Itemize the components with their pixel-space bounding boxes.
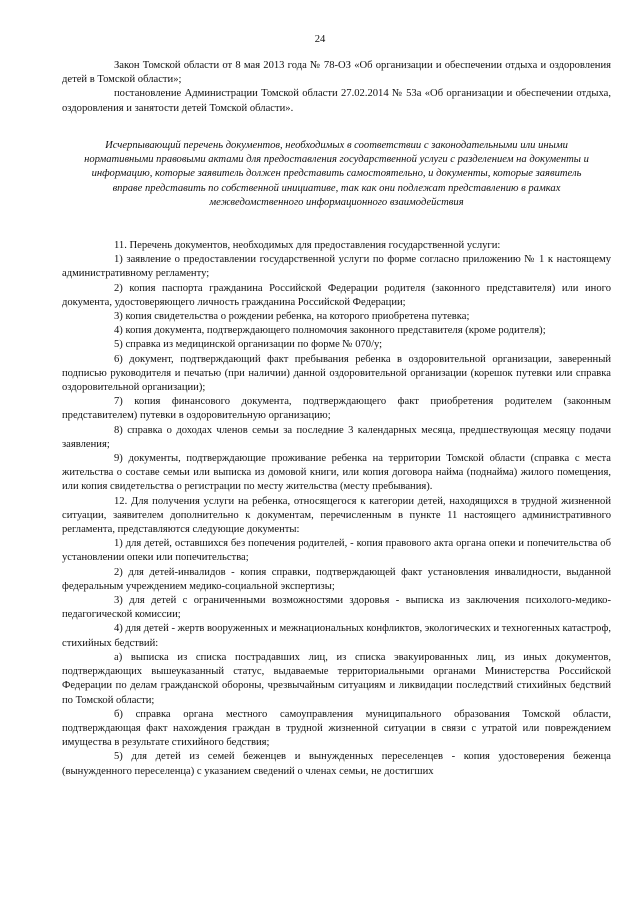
item-12-4: 4) для детей - жертв вооруженных и межнациональных конфликтов, экологических и техногенных катастроф, стихийных бедствий: [62, 623, 611, 649]
legal-ref-law: Закон Томской области от 8 мая 2013 года № 78-ОЗ «Об организации и обеспечении отдыха и оздоровления детей в Томской области»; [62, 60, 611, 86]
item-12-heading: 12. Для получения услуги на ребенка, относящегося к категории детей, находящихся в трудной жизненной ситуации, заявителем дополнительно к документам, перечисленным в пункте 11 настоящего административного регламента, представляются следующие документы: [62, 495, 611, 536]
item-11-6: 6) документ, подтверждающий факт пребывания ребенка в оздоровительной организации, заверенный подписью руководителя и печатью (при наличии) данной оздоровительной организации (корешок путевки или справка оздоровительной организации); [62, 353, 611, 394]
item-12-2: 2) для детей-инвалидов - копия справки, подтверждающей факт установления инвалидности, выданной федеральным учреждением медико-социальной экспертизы; [62, 566, 611, 592]
item-12-4b: б) справка органа местного самоуправления муниципального образования Томской области, подтверждающая факт нахождения граждан в трудной жизненной ситуации в связи с утратой или повреждением имущества в результате стихийного бедствия; [62, 708, 611, 749]
item-12-3: 3) для детей с ограниченными возможностями здоровья - выписка из заключения психолого-медико-педагогической комиссии; [62, 595, 611, 621]
item-12-5: 5) для детей из семей беженцев и вынужденных переселенцев - копия удостоверения беженца (вынужденного переселенца) с указанием сведений о членах семьи, не достигших [62, 751, 611, 777]
item-11-7: 7) копия финансового документа, подтверждающего факт приобретения родителем (законным представителем) путевки в оздоровительную организацию; [62, 396, 611, 422]
item-11-1: 1) заявление о предоставлении государственной услуги по форме согласно приложению № 1 к настоящему административному регламенту; [62, 254, 611, 280]
legal-references [62, 59, 611, 116]
item-11-8: 8) справка о доходах членов семьи за последние 3 календарных месяца, предшествующая месяцу подачи заявления; [62, 424, 611, 450]
item-11-heading: 11. Перечень документов, необходимых для предоставления государственной услуги: [114, 240, 501, 251]
page-number: 24 [314, 34, 326, 45]
legal-ref-decree: постановление Администрации Томской области 27.02.2014 № 53а «Об организации и обеспечении отдыха, оздоровления и занятости детей Томской области». [62, 88, 611, 114]
item-11-2: 2) копия паспорта гражданина Российской Федерации родителя (законного представителя) или иного документа, удостоверяющего личность гражданина Российской Федерации; [62, 282, 611, 308]
item-12-4a: а) выписка из списка пострадавших лиц, из списка эвакуированных лиц, из иных документов, подтверждающих вышеуказанный статус, выдаваемые территориальными органами Министерства Российской Федерации по делам гражданской обороны, чрезвычайным ситуациям и ликвидации последствий стихийных бедствий по Томской области; [62, 651, 611, 706]
item-11-3: 3) копия свидетельства о рождении ребенка, на которого приобретена путевка; [114, 311, 470, 323]
item-11-4: 4) копия документа, подтверждающего полномочия законного представителя (кроме родителя); [114, 325, 546, 337]
section-title: Исчерпывающий перечень документов, необходимых в соответствии с законодательными или иными нормативными правовыми актами для предоставления государственной услуги с разделением на документы и информацию, которые заявитель должен представить самостоятельно, и документы, которые заявитель вправе представить по собственной инициативе, так как они подлежат представлению в рамках межведомственного информационного взаимодействия [84, 140, 589, 208]
item-11-5: 5) справка из медицинской организации по форме № 070/у; [114, 339, 383, 351]
item-11-9: 9) документы, подтверждающие проживание ребенка на территории Томской области (справка с места жительства о составе семьи или выписка из домовой книги, или копия договора найма (поднайма) жилого помещения, или копия свидетельства о регистрации по месту жительства (месту пребывания). [62, 453, 611, 493]
document-list [62, 239, 611, 779]
item-12-1: 1) для детей, оставшихся без попечения родителей, - копия правового акта органа опеки и попечительства об установлении опеки или попечительства; [62, 538, 611, 564]
